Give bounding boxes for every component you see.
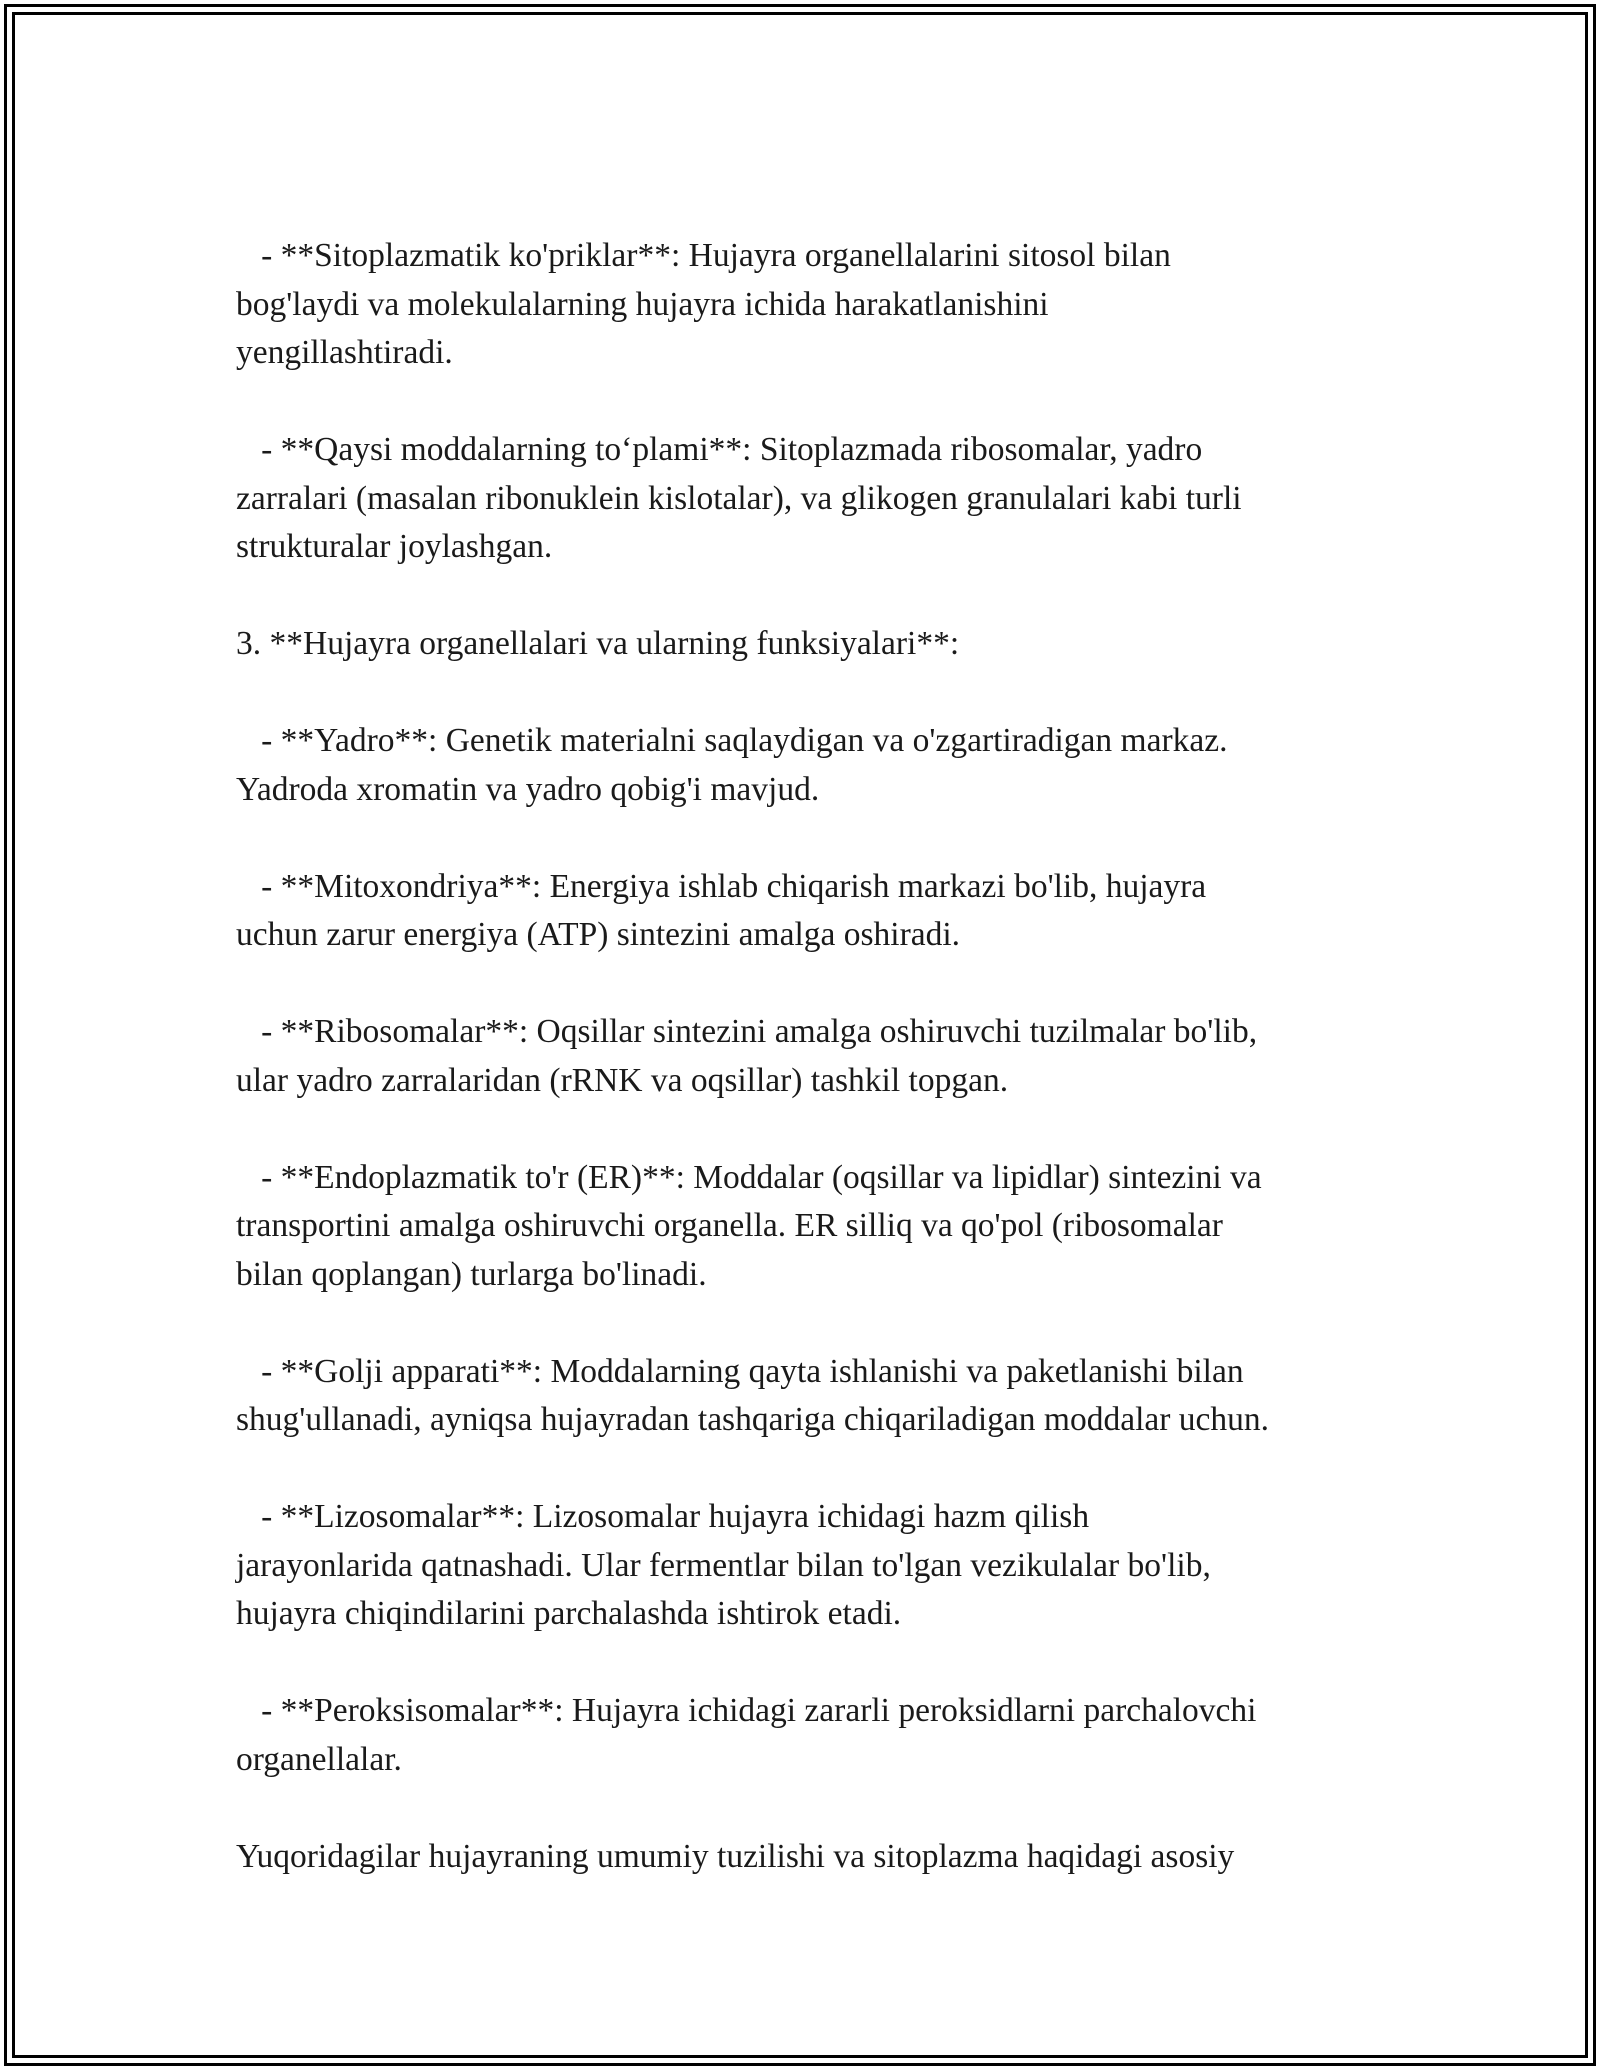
paragraph-endoplasmic-reticulum: - **Endoplazmatik to'r (ER)**: Moddalar (oqsillar va lipidlar) sintezini va transportini amalga oshiruvchi organella. ER silliq va qo'pol (ribosomalar bilan qoplangan) turlarga bo'linadi. [236, 1158, 1262, 1293]
paragraph-lysosomes: - **Lizosomalar**: Lizosomalar hujayra ichidagi hazm qilish jarayonlarida qatnashadi. Ular fermentlar bilan to'lgan vezikulalar bo'lib, hujayra chiqindilarini parchalashda ishtirok etadi. [236, 1498, 1211, 1632]
paragraph-mitochondria: - **Mitoxondriya**: Energiya ishlab chiqarish markazi bo'lib, hujayra uchun zarur energiya (ATP) sintezini amalga oshiradi. [236, 867, 1207, 953]
document-body [236, 232, 1396, 1881]
section-heading-organelles: 3. **Hujayra organellalari va ularning funksiyalari**: [236, 625, 960, 662]
paragraph-substances-collection: - **Qaysi moddalarning to‘plami**: Sitoplazmada ribosomalar, yadro zarralari (masalan ribonuklein kislotalar), va glikogen granulalari kabi turli strukturalar joylashgan. [236, 431, 1242, 565]
paragraph-ribosomes: - **Ribosomalar**: Oqsillar sintezini amalga oshiruvchi tuzilmalar bo'lib, ular yadro zarralaridan (rRNK va oqsillar) tashkil topgan. [236, 1013, 1258, 1099]
paragraph-nucleus: - **Yadro**: Genetik materialni saqlaydigan va o'zgartiradigan markaz. Yadroda xromatin va yadro qobig'i mavjud. [236, 722, 1228, 808]
paragraph-cytoplasmic-bridges: - **Sitoplazmatik ko'priklar**: Hujayra organellalarini sitosol bilan bog'laydi va molekulalarning hujayra ichida harakatlanishini yengillashtiradi. [236, 237, 1171, 371]
paragraph-conclusion: Yuqoridagilar hujayraning umumiy tuzilishi va sitoplazma haqidagi asosiy [236, 1837, 1235, 1875]
paragraph-golgi-apparatus: - **Golji apparati**: Moddalarning qayta ishlanishi va paketlanishi bilan shug'ullanadi, ayniqsa hujayradan tashqariga chiqariladigan moddalar uchun. [236, 1352, 1270, 1438]
paragraph-peroxisomes: - **Peroksisomalar**: Hujayra ichidagi zararli peroksidlarni parchalovchi organellalar. [236, 1692, 1257, 1778]
